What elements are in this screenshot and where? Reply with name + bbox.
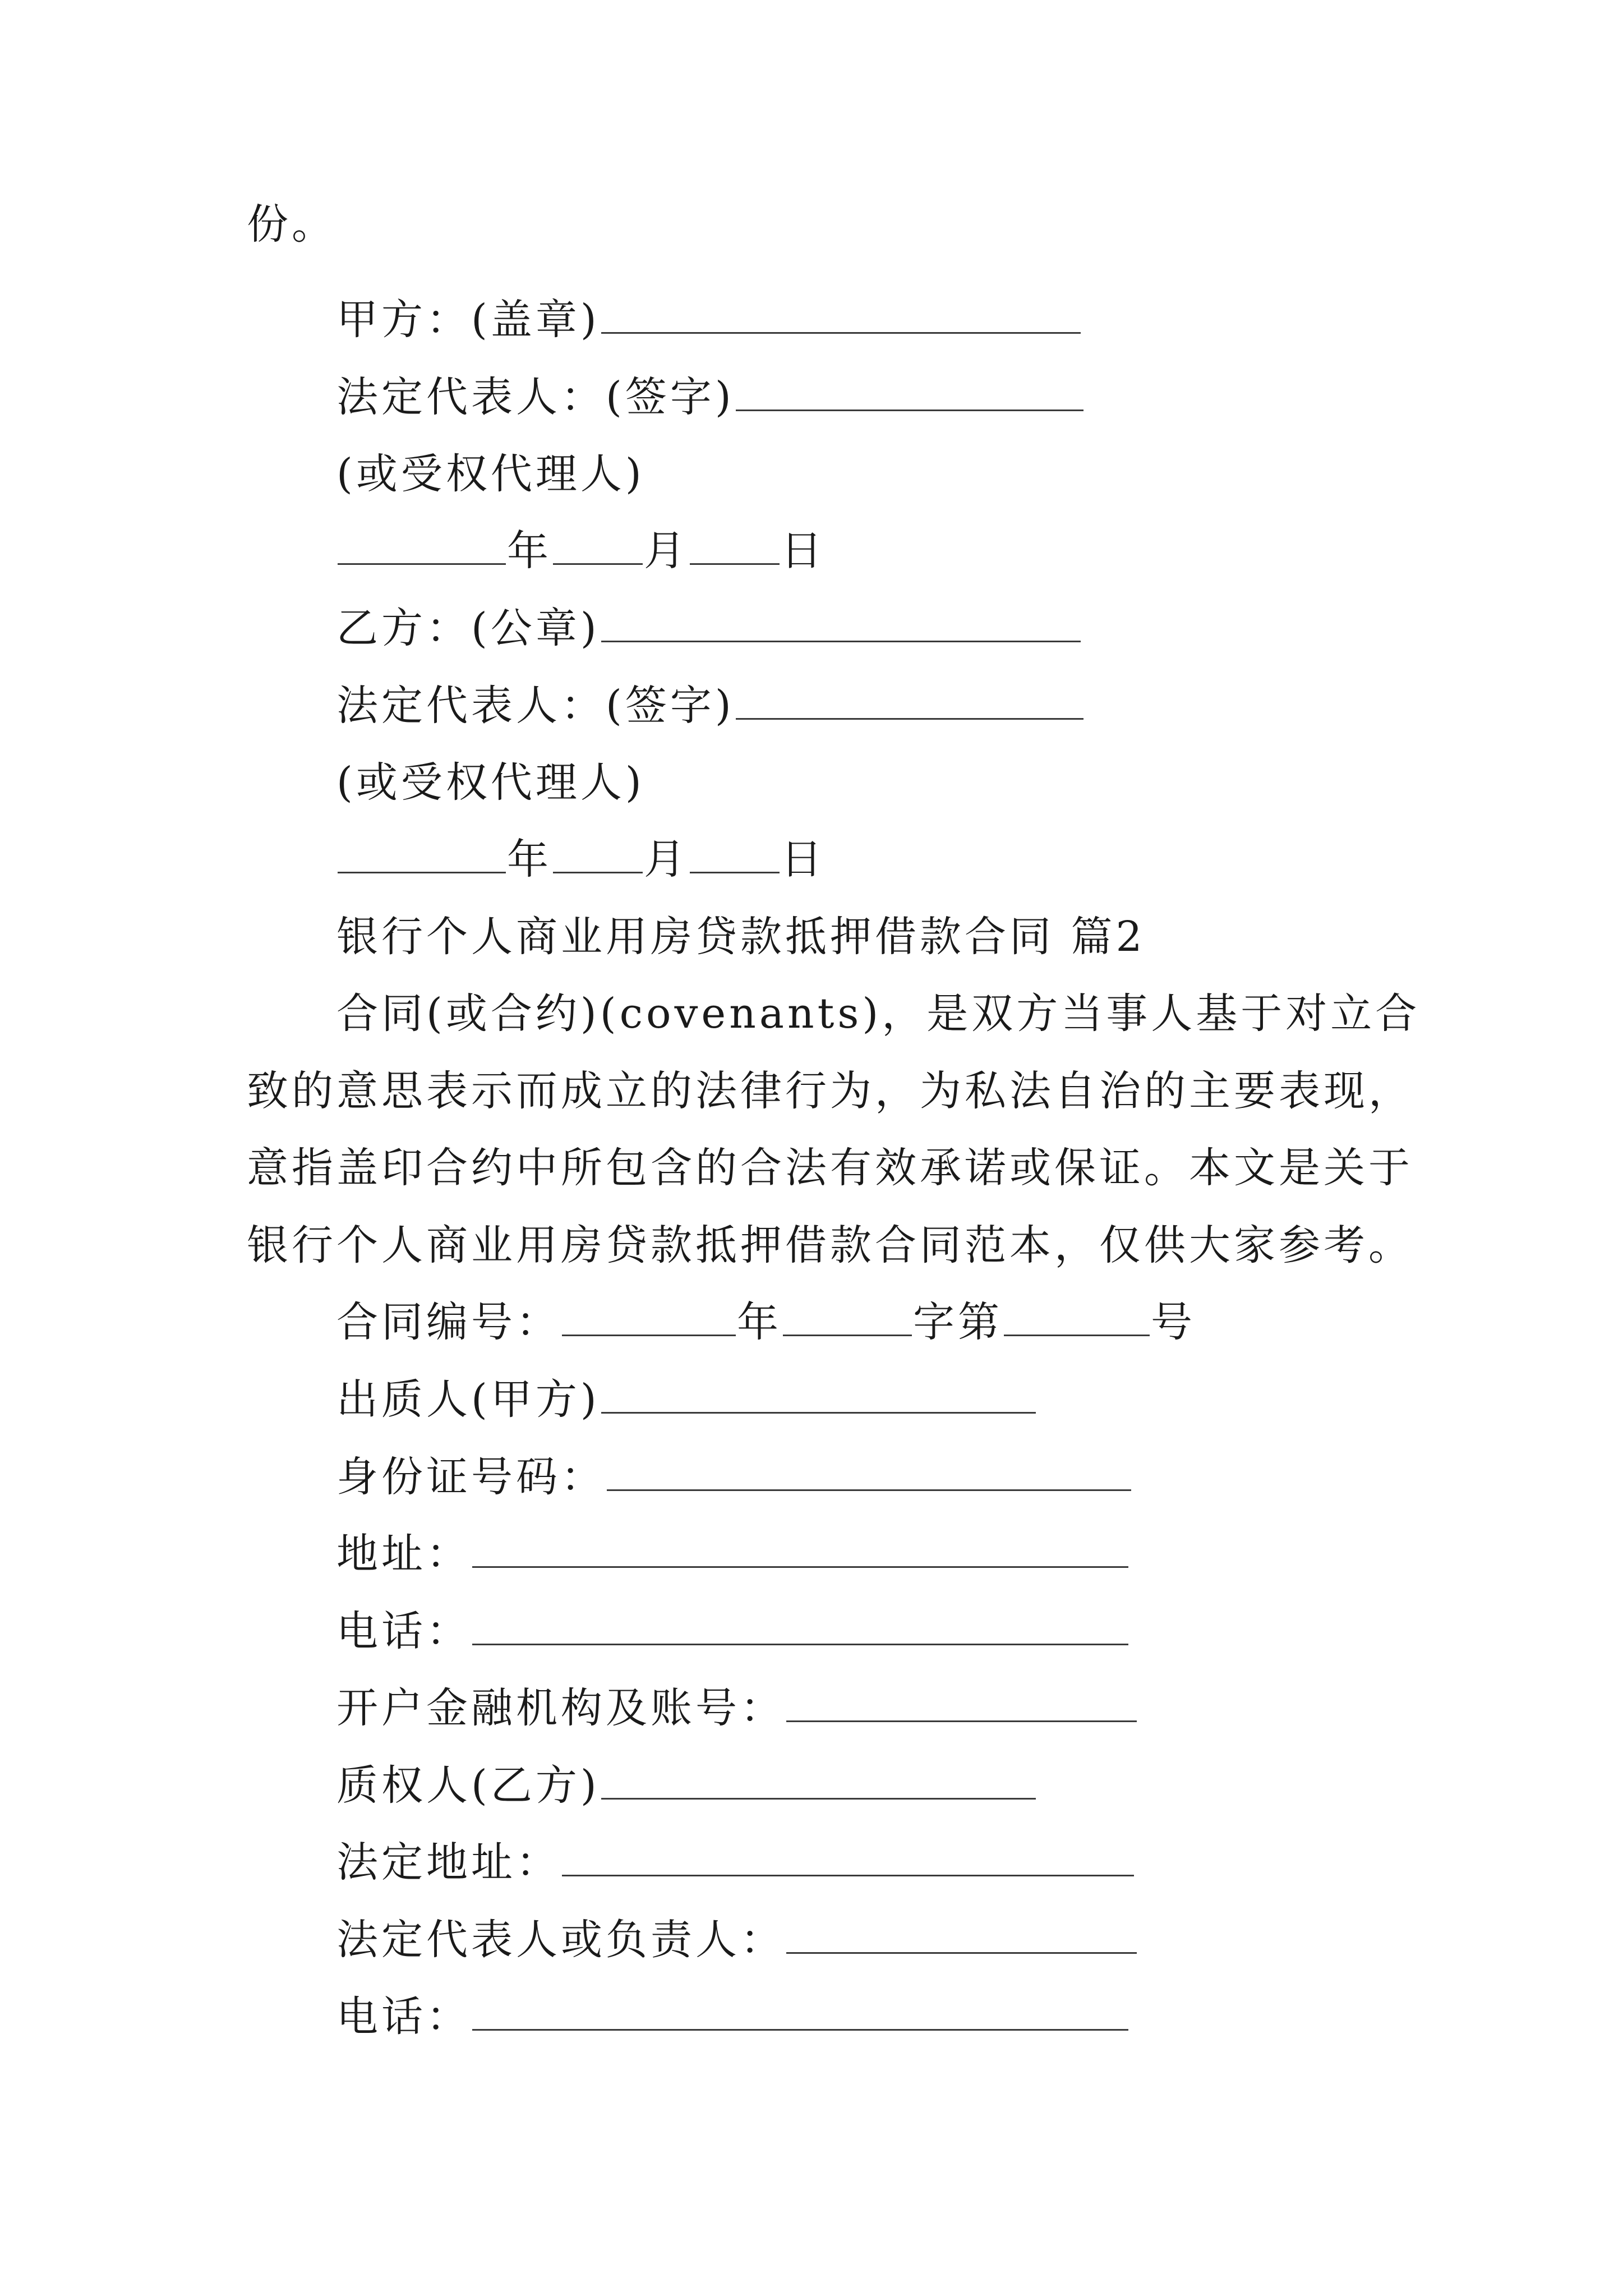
hao-label: 号 bbox=[1151, 1298, 1196, 1346]
label: 法定地址： bbox=[336, 1838, 561, 1887]
legal-representative-line bbox=[336, 1912, 1138, 1968]
day-label: 日 bbox=[781, 835, 826, 884]
blank-field bbox=[553, 835, 643, 873]
legal-address-line bbox=[336, 1834, 1135, 1890]
blank-field bbox=[338, 835, 506, 873]
label: 合同编号： bbox=[336, 1298, 561, 1346]
label: 地址： bbox=[336, 1530, 471, 1578]
text: 份。 bbox=[247, 200, 336, 249]
year-label: 年 bbox=[507, 835, 552, 884]
label: (或受权代理人) bbox=[336, 758, 645, 807]
bank-account-line bbox=[336, 1680, 1138, 1736]
label: 身份证号码： bbox=[336, 1453, 606, 1501]
blank-field bbox=[786, 1915, 1137, 1954]
pledgee-line bbox=[336, 1757, 1037, 1814]
party-a-agent-line bbox=[336, 446, 645, 502]
address-line bbox=[336, 1526, 1129, 1582]
label: 电话： bbox=[336, 1993, 471, 2041]
blank-field bbox=[562, 1838, 1134, 1876]
day-label: 日 bbox=[781, 527, 826, 575]
label: 开户金融机构及账号： bbox=[336, 1684, 785, 1732]
heading-text: 银行个人商业用房贷款抵押借款合同 篇2 bbox=[336, 913, 1146, 961]
blank-field bbox=[553, 526, 643, 565]
text: 致的意思表示而成立的法律行为，为私法自治的主要表现， bbox=[247, 1067, 1413, 1115]
label: 乙方：(公章) bbox=[336, 604, 600, 652]
label: 电话： bbox=[336, 1607, 471, 1655]
blank-field bbox=[601, 604, 1081, 642]
blank-field bbox=[690, 526, 780, 565]
label: (或受权代理人) bbox=[336, 450, 645, 498]
month-label: 月 bbox=[644, 527, 689, 575]
month-label: 月 bbox=[644, 835, 689, 884]
blank-field bbox=[601, 1761, 1036, 1800]
phone-line bbox=[336, 1603, 1129, 1659]
blank-field bbox=[601, 295, 1081, 334]
party-a-representative-line bbox=[336, 369, 1085, 425]
blank-field bbox=[601, 1375, 1036, 1414]
label: 法定代表人：(签字) bbox=[336, 682, 735, 730]
paragraph-line bbox=[247, 1217, 1413, 1273]
party-a-seal-line bbox=[336, 292, 1082, 348]
party-b-seal-line bbox=[336, 600, 1082, 656]
phone-line bbox=[336, 1989, 1129, 2045]
contract-number-line bbox=[336, 1294, 1196, 1350]
text: 银行个人商业用房贷款抵押借款合同范本，仅供大家参考。 bbox=[247, 1221, 1413, 1269]
text-line bbox=[247, 196, 336, 252]
blank-field bbox=[1004, 1297, 1150, 1336]
party-b-representative-line bbox=[336, 678, 1085, 734]
blank-field bbox=[472, 1992, 1128, 2031]
party-b-date-line bbox=[336, 831, 826, 887]
blank-field bbox=[338, 526, 506, 565]
label: 法定代表人：(签字) bbox=[336, 373, 735, 421]
blank-field bbox=[607, 1452, 1131, 1491]
blank-field bbox=[736, 372, 1083, 411]
label: 出质人(甲方) bbox=[336, 1375, 600, 1424]
year-label: 年 bbox=[507, 527, 552, 575]
blank-field bbox=[690, 835, 780, 873]
paragraph-line bbox=[336, 986, 1420, 1042]
id-number-line bbox=[336, 1449, 1132, 1505]
blank-field bbox=[472, 1607, 1128, 1645]
label: 质权人(乙方) bbox=[336, 1761, 600, 1810]
party-b-agent-line bbox=[336, 754, 645, 811]
zi-di-label: 字第 bbox=[913, 1298, 1003, 1346]
label: 法定代表人或负责人： bbox=[336, 1916, 785, 1964]
blank-field bbox=[472, 1529, 1128, 1568]
text: 合同(或合约)(covenants)，是双方当事人基于对立合 bbox=[336, 990, 1421, 1038]
party-a-date-line bbox=[336, 523, 826, 579]
pledgor-line bbox=[336, 1372, 1037, 1428]
blank-field bbox=[736, 681, 1083, 720]
text: 意指盖印合约中所包含的合法有效承诺或保证。本文是关于 bbox=[247, 1144, 1413, 1192]
blank-field bbox=[783, 1297, 912, 1336]
section-heading bbox=[336, 909, 1146, 965]
label: 甲方：(盖章) bbox=[336, 296, 600, 344]
blank-field bbox=[786, 1683, 1137, 1722]
blank-field bbox=[562, 1297, 736, 1336]
paragraph-line bbox=[247, 1063, 1413, 1119]
year-label: 年 bbox=[737, 1298, 782, 1346]
paragraph-line bbox=[247, 1140, 1413, 1196]
